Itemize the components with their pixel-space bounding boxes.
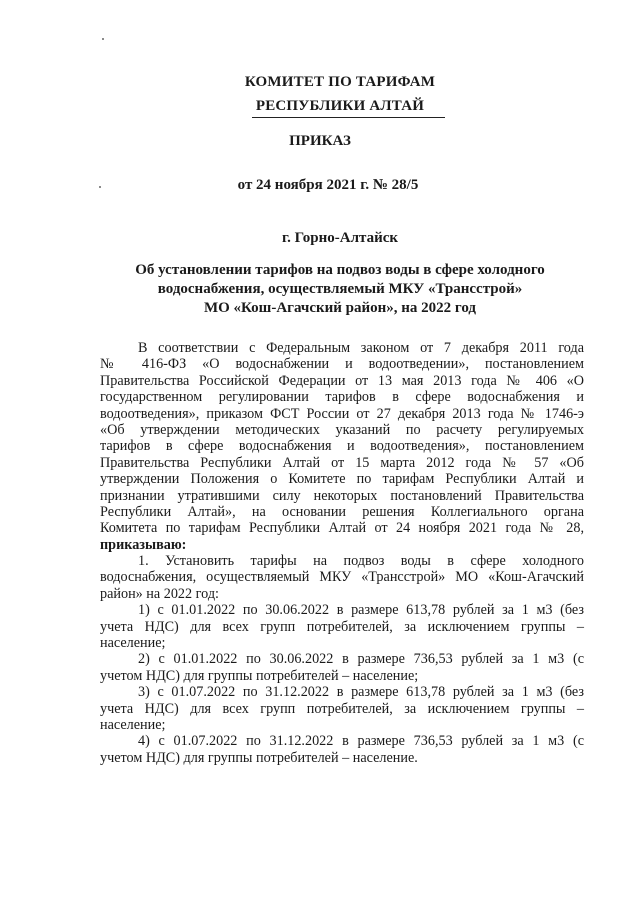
tariff-3-line: 3) с 01.07.2022 по 31.12.2022 в размере 613,78 рублей за 1 м3 (без [138,684,584,701]
preamble-line: признании утратившими силу некоторых постановлений Правительства [100,487,584,504]
preamble-line: Комитета по тарифам Республики Алтай от 24 ноября 2021 года № 28, [100,520,584,537]
item1-line: район» на 2022 год: [100,585,219,602]
item1-line: водоснабжения, осуществляемый МКУ «Трансстрой» МО «Кош-Агачский [100,569,584,586]
subject-line: водоснабжения, осуществляемый МКУ «Трансстрой» [157,281,523,297]
tariff-1-line: население; [100,635,166,652]
preamble-line: «Об утверждении методических указаний по расчету регулируемых [100,421,584,438]
preamble-line: Республики Алтай», на основании решения Коллегиального органа [100,503,584,520]
orders-word: приказываю: [100,536,187,553]
order-date-number: от 24 ноября 2021 г. № 28/5 [237,177,419,193]
preamble-line: водоотведения», приказом ФСТ России от 27 декабря 2013 года № 1746-э [100,405,584,422]
tariff-4-line: 4) с 01.07.2022 по 31.12.2022 в размере 736,53 рублей за 1 м3 (с [138,733,584,750]
tariff-2-line: учетом НДС) для группы потребителей – население; [100,667,419,684]
document-type-title: ПРИКАЗ [289,133,351,149]
tariff-1-line: 1) с 01.01.2022 по 30.06.2022 в размере 613,78 рублей за 1 м3 (без [138,602,584,619]
preamble-line: Правительства Российской Федерации от 13 мая 2013 года № 406 «О [100,372,584,389]
tariff-4-line: учетом НДС) для группы потребителей – население. [100,749,418,766]
header-divider [252,117,445,118]
tariff-2-line: 2) с 01.01.2022 по 30.06.2022 в размере 736,53 рублей за 1 м3 (с [138,651,584,668]
preamble-line: В соответствии с Федеральным законом от 7 декабря 2011 года [138,340,584,356]
order-city: г. Горно-Алтайск [281,230,399,246]
preamble-line: государственном регулировании тарифов в сфере водоснабжения и [100,389,584,406]
preamble-line: Правительства Республики Алтай от 15 марта 2012 года № 57 «Об [100,454,584,471]
preamble-line: тарифов в сфере водоснабжения и водоотведения», постановлением [100,438,584,455]
preamble-line: утверждении Положения о Комитете по тарифам Республики Алтай и [100,471,584,488]
preamble-line: № 416-ФЗ «О водоснабжении и водоотведении», постановлением [100,356,584,373]
subject-line: МО «Кош-Агачский район», на 2022 год [203,300,477,316]
scan-speck [102,38,104,40]
committee-name-line1: КОМИТЕТ ПО ТАРИФАМ [244,74,436,90]
subject-line: Об установлении тарифов на подвоз воды в сфере холодного [135,262,545,278]
tariff-3-line: население; [100,716,166,733]
order-subject [120,261,560,318]
item1-line: 1. Установить тарифы на подвоз воды в сфере холодного [138,553,584,570]
committee-name-line2: РЕСПУБЛИКИ АЛТАЙ [255,98,425,114]
tariff-3-line: учета НДС) для всех групп потребителей, за исключением группы – [100,700,584,717]
order-body [100,340,584,766]
tariff-1-line: учета НДС) для всех групп потребителей, за исключением группы – [100,618,584,635]
